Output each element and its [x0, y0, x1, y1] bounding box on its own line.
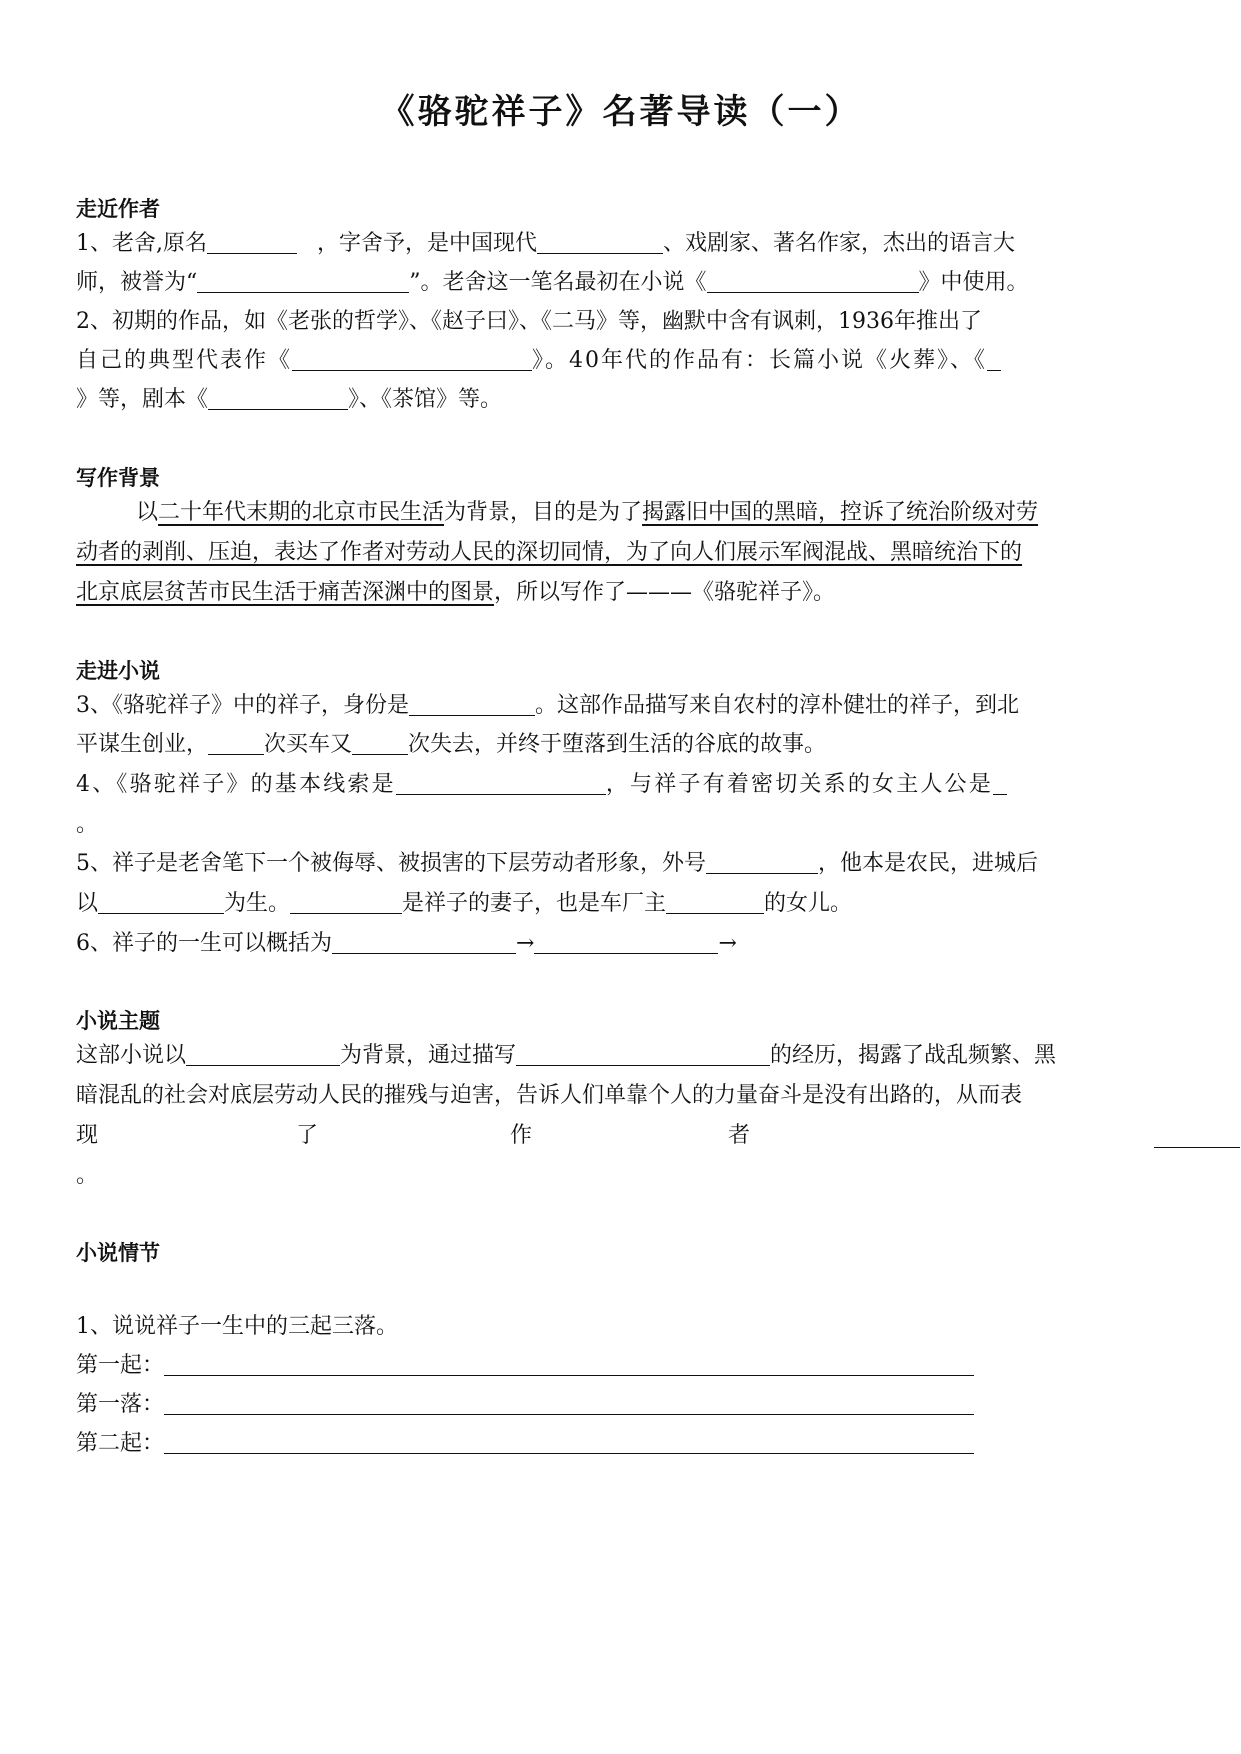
blank-real-name[interactable] — [207, 231, 297, 254]
question-1-line-1: 1、老舍,原名 ，字舍予，是中国现代 、戏剧家、著名作家，杰出的语言大 — [76, 231, 1016, 256]
heading-novel: 走进小说 — [76, 659, 160, 683]
background-line-1: 以二十年代末期的北京市民生活为背景，目的是为了揭露旧中国的黑暗，控诉了统治阶级对劳 — [136, 500, 1039, 525]
arrow-icon: → — [718, 931, 737, 956]
theme-line-1: 这部小说以 为背景，通过描写 的经历，揭露了战乱频繁、黑 — [76, 1043, 1057, 1068]
blank-honorific[interactable] — [197, 270, 409, 293]
blank-theme-subject[interactable] — [516, 1043, 770, 1066]
theme-line-2: 暗混乱的社会对底层劳动人民的摧残与迫害，告诉人们单靠个人的力量奋斗是没有出路的，从而表 — [76, 1083, 1023, 1108]
heading-background: 写作背景 — [76, 466, 160, 490]
blank-nickname[interactable] — [706, 851, 818, 874]
question-1-line-2: 师，被誉为“ ”。老舍这一笔名最初在小说《 》中使用。 — [76, 270, 1029, 295]
plot-row-first-fall: 第一落： — [76, 1390, 1166, 1420]
blank-lose-count[interactable] — [352, 732, 408, 755]
blank-play[interactable] — [208, 387, 348, 410]
blank-owner[interactable] — [666, 891, 764, 914]
question-2-line-1: 2、初期的作品，如《老张的哲学》、《赵子曰》、《二马》等，幽默中含有讽刺，1936年推出了 — [76, 309, 982, 334]
question-2-line-2: 自己的典型代表作《 》。40年代的作品有：长篇小说《火葬》、《 — [76, 346, 1166, 376]
plot-row-first-rise: 第一起： — [76, 1351, 1166, 1381]
blank-masterpiece[interactable] — [292, 348, 532, 371]
blank-novel-40s[interactable] — [987, 348, 1001, 371]
arrow-icon: → — [516, 931, 535, 956]
question-5-line-1: 5、祥子是老舍笔下一个被侮辱、被损害的下层劳动者形象，外号 ，他本是农民，进城后 — [76, 851, 1039, 876]
theme-line-4: 。 — [76, 1163, 99, 1188]
blank-main-clue[interactable] — [396, 772, 606, 795]
blank-xiangzi-identity[interactable] — [409, 693, 535, 716]
plot-row-second-rise: 第二起： — [76, 1429, 1166, 1459]
question-4-line-2: 。 — [76, 812, 99, 837]
background-line-2: 动者的剥削、压迫，表达了作者对劳动人民的深切同情，为了向人们展示军阀混战、黑暗统治下的 — [76, 540, 1023, 565]
blank-second-rise[interactable] — [164, 1431, 974, 1454]
page-title: 《骆驼祥子》名著导读（一） — [380, 92, 862, 132]
question-2-line-3: 》等，剧本《 》、《茶馆》等。 — [76, 387, 503, 412]
question-5-line-2: 以 为生。 是祥子的妻子，也是车厂主 的女儿。 — [76, 891, 853, 916]
question-6-line-1: 6、祥子的一生可以概括为 → → — [76, 931, 737, 956]
blank-heroine[interactable] — [993, 772, 1007, 795]
blank-identity[interactable] — [537, 231, 663, 254]
blank-buy-count[interactable] — [208, 732, 264, 755]
blank-theme-background[interactable] — [186, 1043, 340, 1066]
question-3-line-1: 3、《骆驼祥子》中的祥子，身份是 。这部作品描写来自农村的淳朴健壮的祥子，到北 — [76, 693, 1020, 718]
blank-first-novel[interactable] — [707, 270, 919, 293]
blank-life-stage-2[interactable] — [534, 931, 718, 954]
heading-author: 走近作者 — [76, 197, 160, 221]
blank-first-rise[interactable] — [164, 1353, 974, 1376]
blank-life-stage-1[interactable] — [332, 931, 516, 954]
background-line-3: 北京底层贫苦市民生活于痛苦深渊中的图景，所以写作了———《骆驼祥子》。 — [76, 580, 836, 605]
plot-question-1: 1、说说祥子一生中的三起三落。 — [76, 1314, 398, 1339]
blank-livelihood[interactable] — [98, 891, 224, 914]
blank-first-fall[interactable] — [164, 1392, 974, 1415]
question-3-line-2: 平谋生创业， 次买车又 次失去，并终于堕落到生活的谷底的故事。 — [76, 732, 827, 757]
question-4-line-1: 4、《骆驼祥子》的基本线索是 ，与祥子有着密切关系的女主人公是 — [76, 770, 1166, 800]
blank-author-feeling[interactable] — [1154, 1125, 1240, 1148]
heading-theme: 小说主题 — [76, 1009, 160, 1033]
blank-wife[interactable] — [290, 891, 402, 914]
heading-plot: 小说情节 — [76, 1241, 160, 1265]
